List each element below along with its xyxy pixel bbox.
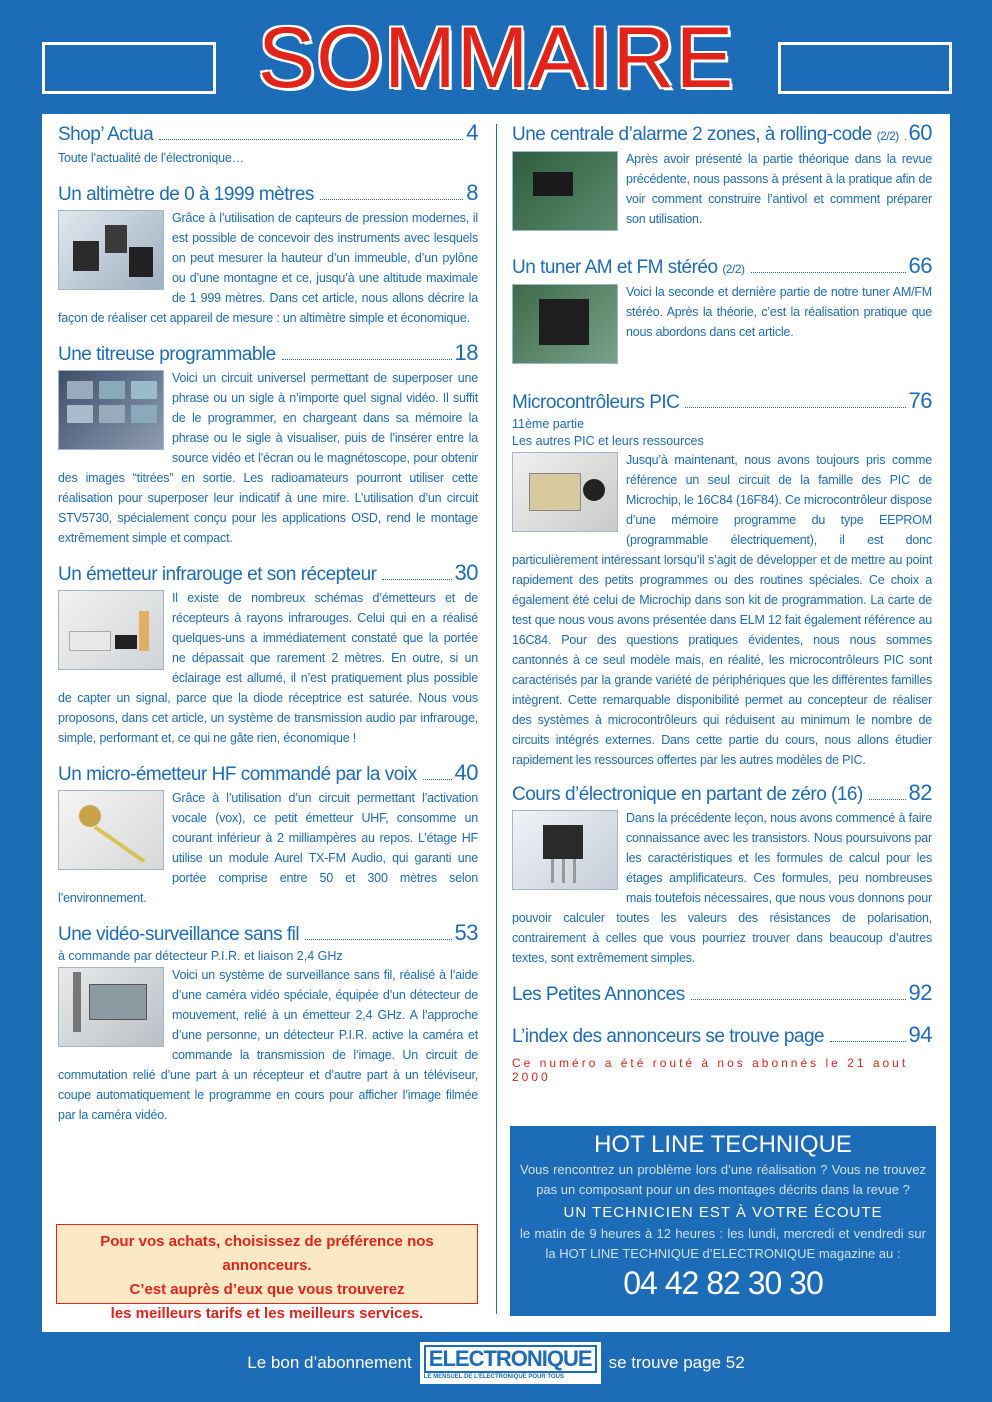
electronique-logo: ELECTRONIQUE LE MENSUEL DE L’ÉLECTRONIQUE POUR TOUS: [420, 1342, 601, 1384]
hotline-text: Vous rencontrez un problème lors d’une réalisation ? Vous ne trouvez pas un composant pour un des montages décrits dans la revue ?: [520, 1162, 926, 1197]
toc-entry-centrale-alarme[interactable]: [512, 120, 932, 233]
column-divider: [496, 124, 497, 1314]
hotline-hours: le matin de 9 heures à 12 heures : les lundi, mercredi et vendredi sur la HOT LINE TECHNIQUE d’ELECTRONIQUE magazine au :: [520, 1226, 926, 1261]
pic-board-photo: [512, 452, 618, 532]
infrared-transmitter-photo: [58, 590, 164, 670]
toc-entry-titreuse[interactable]: [58, 340, 478, 548]
toc-entry-cours[interactable]: [512, 780, 932, 968]
entry-text: Grâce à l’utilisation d’un circuit permettant l’activation vocale (vox), ce petit émetteur UHF, consomme un courant inférieur à 2 milliampères au repos. L’étage HF utilise un module Aurel TX-FM Audio, qui garanti une portée comprise entre 50 et 300 mètres selon l’environnement.: [58, 791, 478, 905]
page-title: SOMMAIRE: [257, 10, 735, 106]
entry-page: 82: [908, 780, 932, 805]
entry-page: 53: [454, 920, 478, 945]
entry-text: Voici la seconde et dernière partie de notre tuner AM/FM stéréo. Après la théorie, c’est la réalisation pratique que nous abordons dans cet article.: [626, 285, 932, 339]
entry-page: 76: [908, 388, 932, 413]
video-control-room-photo: [58, 370, 164, 450]
entry-subtitle: Les autres PIC et leurs ressources: [512, 434, 704, 448]
toc-entry-pic[interactable]: [512, 388, 932, 770]
left-column: [58, 120, 478, 1125]
toc-entry-infrarouge[interactable]: [58, 560, 478, 748]
toc-entry-video-surveillance[interactable]: [58, 920, 478, 1125]
entry-text: Voici un circuit universel permettant de superposer une phrase ou un sigle à n’importe quel signal vidéo. Il suffit de le programmer, en chargeant dans sa mémoire la phrase ou le sigle à visualiser, puis de l’insérer entre la source vidéo et l’écran ou le magnétoscope, pour obtenir des images “titrées” en sortie. Les radioamateurs pourront utiliser cette réalisation pour superposer leur indicatif à une mire. L’utilisation d’un circuit STV5730, spécialement conçu pour les applications OSD, rend le montage extrêmement simple et compact.: [58, 371, 478, 545]
entry-page: 66: [908, 253, 932, 278]
entry-page: 94: [908, 1022, 932, 1047]
entry-title: Shop’ Actua: [58, 124, 154, 145]
tuner-chip-photo: [512, 284, 618, 364]
entry-text: Voici un système de surveillance sans fil, réalisé à l’aide d’une caméra vidéo spéciale, équipée d’un détecteur de mouvement, relié à un émetteur 2,4 GHz. A l’approche d’une personne, un détecteur P.I.R. active la caméra et commande la transmission de l’image. Un circuit de commutation relié d’une part à un récepteur et d’autre part à un téléviseur, coupe automatiquement le programme en cours pour afficher l’image filmée par la caméra vidéo.: [58, 968, 478, 1122]
entry-page: 30: [454, 560, 478, 585]
entry-title: Un micro-émetteur HF commandé par la voix: [58, 764, 417, 785]
routing-note: Ce numéro a été routé à nos abonnés le 21 aout 2000: [512, 1056, 909, 1084]
entry-title: Une centrale d’alarme 2 zones, à rolling-code (2/2): [512, 124, 899, 145]
entry-text: Dans la précédente leçon, nous avons commencé à faire connaissance avec les transistors. Nous poursuivons par les caractéristiques et les formules de calcul pour les étages amplificateurs. Ces formules, peu nombreuses mais toutefois nécessaires, que nous vous donnons pour pouvoir calculer toutes les valeurs des résistances de polarisation, contrairement à celles que vous pourriez trouver dans beaucoup d’autres textes, sont extrêmement simples.: [512, 811, 932, 965]
contents-page: [42, 114, 950, 1332]
entry-title: Un tuner AM et FM stéréo (2/2): [512, 257, 745, 278]
toc-entry-altimetre[interactable]: [58, 180, 478, 328]
entry-title: Microcontrôleurs PIC: [512, 392, 680, 413]
right-column: [512, 120, 932, 1084]
toc-entry-petites-annonces[interactable]: [512, 980, 932, 1008]
entry-text: Grâce à l’utilisation de capteurs de pression modernes, il est possible de concevoir des instruments avec lesquels on peut mesurer la hauteur d’un immeuble, d’un pylône ou d’une montagne et ce, jusqu’à une altitude maximale de 1 999 mètres. Dans cet article, nous allons décrire la façon de réaliser cet appareil de mesure : un altimètre simple et économique.: [58, 211, 478, 325]
toc-entry-shop-actua[interactable]: [58, 120, 478, 168]
entry-text: Jusqu’à maintenant, nous avons toujours pris comme référence un seul circuit de la famille des PIC de Microchip, le 16C84 (16F84). Ce microcontrôleur dispose d’une mémoire programme du type EEPROM (programmable électriquement), il est donc particulièrement intéressant lorsqu’il s’agit de développer et de mettre au point rapidement des petits programmes ou des routines spéciales. Ce choix a également été celui de Microchip dans son kit de programmation. La carte de test que nous vous avons présentée dans ELM 12 fait également référence au 16C84. Pour des questions pratiques évidentes, nous nous sommes cantonnés à ce seul modèle mais, en réalité, les microcontrôleurs PIC sont caractérisés par la grande variété de périphériques que les différentes familles intègrent. Cette remarquable disponibilité permet au concepteur de réaliser des systèmes à microcontrôleurs qui réduisent au minimum le nombre de circuits intégrés externes. Dans cette partie du cours, nous allons étudier rapidement les ressources offertes par les autres modèles de PIC.: [512, 453, 932, 767]
entry-title: Cours d’électronique en partant de zéro (16): [512, 784, 863, 805]
entry-title: Un émetteur infrarouge et son récepteur: [58, 564, 377, 585]
entry-page: 4: [466, 120, 478, 145]
footer: [0, 1338, 992, 1388]
pressure-sensor-photo: [58, 210, 164, 290]
hotline-box: [510, 1126, 936, 1316]
footer-text-before: Le bon d’abonnement: [247, 1353, 412, 1372]
surveillance-camera-photo: [58, 967, 164, 1047]
toc-entry-tuner[interactable]: [512, 253, 932, 366]
entry-page: 92: [908, 980, 932, 1005]
entry-subtitle: à commande par détecteur P.I.R. et liaison 2,4 GHz: [58, 949, 343, 963]
hotline-subtitle: UN TECHNICIEN EST À VOTRE ÉCOUTE: [563, 1204, 883, 1221]
transistor-photo: [512, 810, 618, 890]
entry-title: L’index des annonceurs se trouve page: [512, 1026, 825, 1047]
alarm-circuit-photo: [512, 151, 618, 231]
entry-title: Un altimètre de 0 à 1999 mètres: [58, 184, 314, 205]
footer-text-after[interactable]: se trouve page 52: [608, 1353, 745, 1372]
hotline-title: HOT LINE TECHNIQUE: [594, 1131, 852, 1158]
hotline-phone[interactable]: 04 42 82 30 30: [623, 1265, 823, 1301]
entry-subtitle: 11ème partie: [512, 417, 585, 431]
entry-page: 18: [454, 340, 478, 365]
entry-text: Après avoir présenté la partie théorique dans la revue précédente, nous passons à présent à la pratique afin de voir comment construire l’antivol et comment préparer son utilisation.: [626, 152, 932, 226]
entry-page: 60: [908, 120, 932, 145]
entry-page: 40: [454, 760, 478, 785]
advertisers-notice: Pour vos achats, choisissez de préférence nos annonceurs. C’est auprès d’eux que vous trouverez les meilleurs tarifs et les meilleurs services.: [56, 1224, 478, 1304]
toc-entry-micro-emetteur[interactable]: [58, 760, 478, 908]
entry-title: Une vidéo-surveillance sans fil: [58, 924, 300, 945]
microphone-transmitter-photo: [58, 790, 164, 870]
entry-title: Une titreuse programmable: [58, 344, 276, 365]
entry-page: 8: [466, 180, 478, 205]
entry-text: Toute l’actualité de l’électronique…: [58, 151, 244, 165]
entry-text: Il existe de nombreux schémas d’émetteurs et de récepteurs à rayons infrarouges. Celui qui en a réalisé quelques-uns a immédiatement constaté que la portée ne dépassait que rarement 2 mètres. En outre, si un éclairage est allumé, il n’est pratiquement plus possible de capter un signal, parce que la diode réceptrice est saturée. Nous vous proposons, dans cet article, un système de transmission audio par infrarouge, simple, performant et, ce qui ne gâte rien, économique !: [58, 591, 478, 745]
entry-title: Les Petites Annonces: [512, 984, 685, 1005]
toc-entry-index-annonceurs[interactable]: [512, 1022, 932, 1050]
